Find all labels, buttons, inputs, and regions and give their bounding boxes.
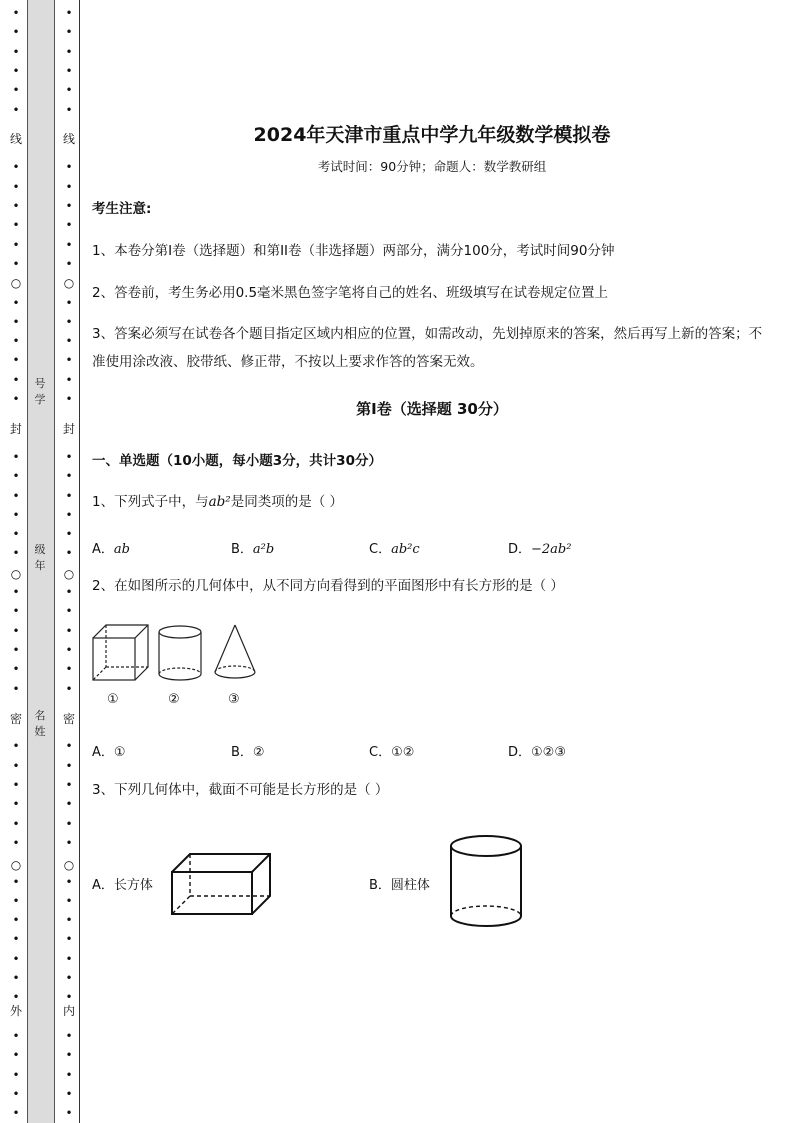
margin-dot-icon: • bbox=[12, 778, 20, 792]
margin-dot-icon: • bbox=[12, 372, 20, 387]
margin-dot-icon: • bbox=[65, 739, 73, 754]
margin-dot-icon: • bbox=[12, 6, 20, 20]
margin-dot-icon: • bbox=[12, 681, 20, 696]
q2-option-d[interactable]: D．①②③ bbox=[508, 745, 566, 760]
margin-dot-icon: • bbox=[65, 25, 73, 40]
margin-dot-icon: • bbox=[12, 739, 20, 754]
q2-solids-figure bbox=[92, 622, 272, 686]
margin-dot-icon: • bbox=[12, 392, 20, 406]
q1-option-a[interactable]: A．ab bbox=[92, 542, 130, 557]
margin-dot-icon: • bbox=[12, 295, 20, 310]
q1-option-c[interactable]: C．ab²c bbox=[369, 542, 420, 557]
margin-dot-icon: • bbox=[65, 237, 73, 252]
notice-label: 考生注意: bbox=[92, 201, 152, 217]
margin-label: 密 bbox=[9, 712, 22, 726]
margin-dot-icon: • bbox=[65, 199, 73, 213]
section-title: 第I卷（选择题 30分） bbox=[356, 400, 508, 418]
margin-dot-icon: • bbox=[12, 449, 20, 464]
question-1-stem bbox=[92, 488, 343, 516]
margin-dot-icon: • bbox=[65, 63, 73, 78]
margin-dot-icon: • bbox=[12, 758, 20, 773]
margin-dot-icon: • bbox=[65, 449, 73, 464]
binding-margin bbox=[0, 0, 82, 1123]
margin-dot-icon: • bbox=[65, 160, 73, 175]
q3-option-a[interactable]: A．长方体 bbox=[92, 878, 153, 893]
margin-dot-icon: • bbox=[12, 25, 20, 40]
margin-dot-icon: • bbox=[12, 237, 20, 252]
margin-dot-icon: • bbox=[12, 63, 20, 78]
margin-dot-icon: • bbox=[12, 546, 20, 561]
margin-label: 线 bbox=[62, 132, 75, 146]
q3-cylinder-figure bbox=[448, 834, 524, 930]
q1-stem-prefix: 1、下列式子中，与 bbox=[92, 494, 209, 510]
margin-dot-icon: • bbox=[65, 874, 73, 889]
margin-dot-icon: • bbox=[65, 1106, 73, 1121]
margin-label: 内 bbox=[62, 1004, 75, 1018]
margin-dot-icon: • bbox=[12, 971, 20, 985]
margin-dot-icon: • bbox=[65, 971, 73, 985]
margin-dot-icon: • bbox=[65, 990, 73, 1005]
margin-dot-icon: • bbox=[12, 662, 20, 677]
margin-dot-icon: • bbox=[65, 314, 73, 329]
margin-dot-icon: • bbox=[12, 160, 20, 175]
margin-dot-icon: • bbox=[65, 893, 73, 908]
figure-label-3: ③ bbox=[228, 692, 240, 707]
margin-dot-icon: • bbox=[65, 932, 73, 947]
margin-dot-icon: • bbox=[65, 604, 73, 619]
q2-option-a[interactable]: A．① bbox=[92, 745, 126, 760]
q2-option-b[interactable]: B．② bbox=[231, 745, 265, 760]
margin-dot-icon: • bbox=[12, 623, 20, 638]
margin-dot-icon: • bbox=[12, 488, 20, 503]
margin-dot-icon: • bbox=[65, 681, 73, 696]
band-label-xue: 号 学 bbox=[34, 377, 46, 406]
margin-dot-icon: • bbox=[12, 83, 20, 98]
margin-dot-icon: • bbox=[12, 179, 20, 194]
margin-dot-icon: • bbox=[12, 469, 20, 484]
question-2-stem: 2、在如图所示的几何体中，从不同方向看得到的平面图形中有长方形的是（ ） bbox=[92, 578, 564, 594]
margin-dot-icon: • bbox=[12, 1028, 20, 1043]
margin-circle-icon: ○ bbox=[10, 858, 22, 872]
margin-dot-icon: • bbox=[65, 372, 73, 387]
part-title: 一、单选题（10小题，每小题3分，共计30分） bbox=[92, 453, 382, 469]
margin-dot-icon: • bbox=[65, 353, 73, 368]
margin-dot-icon: • bbox=[12, 256, 20, 271]
outer-dot-column bbox=[9, 0, 23, 1123]
margin-dot-icon: • bbox=[65, 758, 73, 773]
margin-dot-icon: • bbox=[12, 990, 20, 1005]
q1-option-b[interactable]: B．a²b bbox=[231, 542, 275, 557]
margin-dot-icon: • bbox=[65, 662, 73, 677]
figure-label-1: ① bbox=[107, 692, 119, 707]
margin-dot-icon: • bbox=[65, 623, 73, 638]
cone-figure bbox=[215, 625, 255, 678]
margin-dot-icon: • bbox=[65, 1086, 73, 1101]
margin-dot-icon: • bbox=[12, 797, 20, 812]
margin-dot-icon: • bbox=[12, 527, 20, 542]
margin-dot-icon: • bbox=[12, 874, 20, 889]
margin-dot-icon: • bbox=[12, 1067, 20, 1082]
margin-label: 封 bbox=[9, 422, 22, 436]
margin-dot-icon: • bbox=[65, 392, 73, 406]
margin-circle-icon: ○ bbox=[63, 567, 75, 581]
margin-dot-icon: • bbox=[65, 256, 73, 271]
margin-dot-icon: • bbox=[12, 1106, 20, 1121]
margin-dot-icon: • bbox=[12, 893, 20, 908]
margin-dot-icon: • bbox=[65, 527, 73, 542]
cube-figure bbox=[93, 625, 148, 680]
margin-border-line bbox=[79, 0, 80, 1123]
margin-dot-icon: • bbox=[65, 295, 73, 310]
band-label-xing: 名 姓 bbox=[34, 709, 46, 738]
margin-label: 线 bbox=[9, 132, 22, 146]
q1-stem-suffix: 是同类项的是（ ） bbox=[230, 494, 343, 510]
q1-stem-math: ab² bbox=[208, 494, 231, 510]
margin-circle-icon: ○ bbox=[10, 567, 22, 581]
q2-option-c[interactable]: C．①② bbox=[369, 745, 415, 760]
margin-dot-icon: • bbox=[12, 585, 20, 599]
inner-dot-column bbox=[62, 0, 76, 1123]
margin-dot-icon: • bbox=[12, 218, 20, 233]
page-subtitle: 考试时间：90分钟；命题人：数学教研组 bbox=[317, 159, 547, 174]
margin-dot-icon: • bbox=[65, 1067, 73, 1082]
cuboid-figure bbox=[170, 852, 274, 918]
notice-item-1: 1、本卷分第I卷（选择题）和第II卷（非选择题）两部分，满分100分，考试时间90分钟 bbox=[92, 243, 615, 259]
margin-label: 封 bbox=[62, 422, 75, 436]
margin-dot-icon: • bbox=[65, 218, 73, 233]
margin-dot-icon: • bbox=[12, 314, 20, 329]
margin-dot-icon: • bbox=[12, 353, 20, 368]
notice-item-2: 2、答卷前，考生务必用0.5毫米黑色签字笔将自己的姓名、班级填写在试卷规定位置上 bbox=[92, 285, 609, 301]
figure-label-2: ② bbox=[168, 692, 180, 707]
question-3-stem: 3、下列几何体中，截面不可能是长方形的是（ ） bbox=[92, 782, 389, 798]
margin-dot-icon: • bbox=[65, 44, 73, 59]
margin-dot-icon: • bbox=[65, 951, 73, 966]
margin-circle-icon: ○ bbox=[63, 276, 75, 290]
margin-dot-icon: • bbox=[65, 913, 73, 928]
margin-dot-icon: • bbox=[12, 835, 20, 850]
cylinder-figure bbox=[159, 626, 201, 680]
margin-dot-icon: • bbox=[12, 642, 20, 657]
margin-label: 密 bbox=[62, 712, 75, 726]
margin-dot-icon: • bbox=[65, 334, 73, 349]
margin-label: 外 bbox=[9, 1004, 22, 1018]
margin-dot-icon: • bbox=[12, 1086, 20, 1101]
band-label-nian: 级 年 bbox=[34, 543, 46, 572]
page-title: 2024年天津市重点中学九年级数学模拟卷 bbox=[253, 124, 611, 146]
margin-dot-icon: • bbox=[65, 778, 73, 792]
margin-dot-icon: • bbox=[65, 179, 73, 194]
margin-dot-icon: • bbox=[12, 334, 20, 349]
margin-dot-icon: • bbox=[12, 199, 20, 213]
notice-item-3: 3、答案必须写在试卷各个题目指定区域内相应的位置，如需改动，先划掉原来的答案，然后再写上新的答案；不准使用涂改液、胶带纸、修正带，不按以上要求作答的答案无效。 bbox=[92, 326, 763, 370]
margin-circle-icon: ○ bbox=[63, 858, 75, 872]
margin-dot-icon: • bbox=[65, 469, 73, 484]
margin-dot-icon: • bbox=[12, 932, 20, 947]
margin-dot-icon: • bbox=[65, 546, 73, 561]
q3-option-b[interactable]: B．圆柱体 bbox=[369, 878, 430, 893]
margin-dot-icon: • bbox=[65, 642, 73, 657]
margin-dot-icon: • bbox=[12, 44, 20, 59]
margin-dot-icon: • bbox=[65, 816, 73, 831]
margin-dot-icon: • bbox=[12, 604, 20, 619]
margin-dot-icon: • bbox=[12, 102, 20, 117]
q1-option-d[interactable]: D．−2ab² bbox=[508, 542, 572, 557]
margin-circle-icon: ○ bbox=[10, 276, 22, 290]
margin-dot-icon: • bbox=[65, 585, 73, 599]
margin-dot-icon: • bbox=[65, 6, 73, 20]
margin-dot-icon: • bbox=[65, 1048, 73, 1063]
margin-dot-icon: • bbox=[12, 951, 20, 966]
margin-dot-icon: • bbox=[65, 83, 73, 98]
margin-dot-icon: • bbox=[12, 507, 20, 522]
margin-dot-icon: • bbox=[12, 913, 20, 928]
margin-dot-icon: • bbox=[65, 1028, 73, 1043]
margin-dot-icon: • bbox=[65, 488, 73, 503]
margin-dot-icon: • bbox=[65, 797, 73, 812]
margin-dot-icon: • bbox=[65, 102, 73, 117]
margin-dot-icon: • bbox=[65, 507, 73, 522]
margin-dot-icon: • bbox=[12, 1048, 20, 1063]
margin-dot-icon: • bbox=[12, 816, 20, 831]
margin-dot-icon: • bbox=[65, 835, 73, 850]
